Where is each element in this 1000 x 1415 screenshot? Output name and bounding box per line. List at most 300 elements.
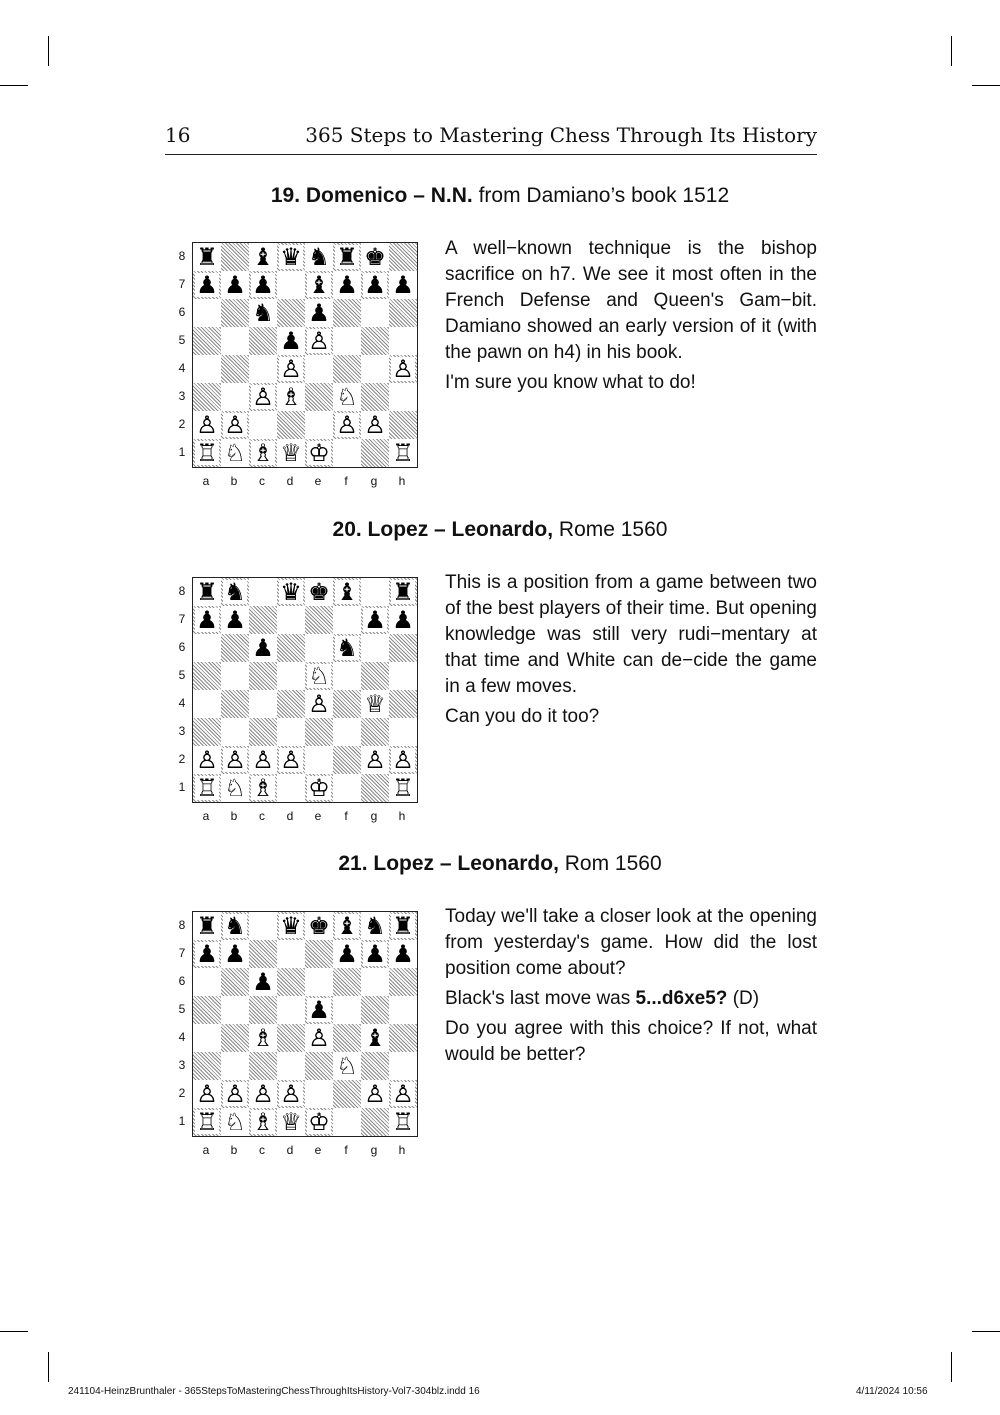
white-queen-icon: ♕ <box>280 439 302 467</box>
board-square-g7 <box>361 606 389 634</box>
board-square-d5 <box>277 327 305 355</box>
white-queen-icon: ♕ <box>280 1108 302 1136</box>
black-knight-icon: ♞ <box>224 912 246 940</box>
board-square-b1 <box>221 1108 249 1136</box>
board-square-e8 <box>305 578 333 606</box>
board-square-e4 <box>305 355 333 383</box>
puzzle-text <box>445 904 817 1072</box>
board-square-d3 <box>277 718 305 746</box>
black-bishop-icon: ♝ <box>336 912 358 940</box>
rank-label: 1 <box>178 445 186 459</box>
board-square-d2 <box>277 1080 305 1108</box>
black-knight-icon: ♞ <box>336 634 358 662</box>
white-bishop-icon: ♗ <box>252 1024 274 1052</box>
rank-label: 7 <box>178 277 186 291</box>
board-square-e6 <box>305 968 333 996</box>
board-square-e6 <box>305 634 333 662</box>
board-square-b5 <box>221 996 249 1024</box>
white-knight-icon: ♘ <box>224 1108 246 1136</box>
rank-label: 4 <box>178 1030 186 1044</box>
board-square-b8 <box>221 578 249 606</box>
puzzle-title-source: Rome 1560 <box>553 518 668 541</box>
board-square-f1 <box>333 774 361 802</box>
white-pawn-icon: ♙ <box>308 327 330 355</box>
board-square-h7 <box>389 940 417 968</box>
file-label: a <box>202 809 210 823</box>
white-knight-icon: ♘ <box>336 383 358 411</box>
file-label: f <box>344 1143 348 1157</box>
white-pawn-icon: ♙ <box>252 746 274 774</box>
rank-label: 8 <box>178 249 186 263</box>
chess-board <box>192 911 418 1137</box>
board-square-c4 <box>249 690 277 718</box>
board-square-c1 <box>249 774 277 802</box>
board-square-e8 <box>305 243 333 271</box>
file-label: e <box>314 1143 322 1157</box>
board-square-d8 <box>277 243 305 271</box>
board-square-d2 <box>277 411 305 439</box>
board-square-f5 <box>333 327 361 355</box>
board-square-c6 <box>249 634 277 662</box>
board-square-g7 <box>361 271 389 299</box>
board-square-d3 <box>277 1052 305 1080</box>
board-square-d4 <box>277 355 305 383</box>
board-square-h8 <box>389 243 417 271</box>
board-square-f6 <box>333 968 361 996</box>
board-square-h5 <box>389 996 417 1024</box>
puzzle-paragraph: Today we'll take a closer look at the opening from yesterday's game. How did the lost position come about? <box>445 906 817 979</box>
board-square-g6 <box>361 968 389 996</box>
puzzle-title-players: 21. Lopez – Leonardo, <box>338 852 559 875</box>
board-square-a1 <box>193 774 221 802</box>
board-square-e7 <box>305 606 333 634</box>
board-square-h2 <box>389 1080 417 1108</box>
board-square-g8 <box>361 578 389 606</box>
board-square-a2 <box>193 1080 221 1108</box>
board-square-h7 <box>389 606 417 634</box>
board-square-f8 <box>333 243 361 271</box>
rank-label: 6 <box>178 305 186 319</box>
board-square-e2 <box>305 746 333 774</box>
board-square-f3 <box>333 718 361 746</box>
board-square-f2 <box>333 746 361 774</box>
white-king-icon: ♔ <box>308 774 330 802</box>
black-king-icon: ♚ <box>308 912 330 940</box>
white-rook-icon: ♖ <box>392 1108 414 1136</box>
board-square-a6 <box>193 968 221 996</box>
board-square-g4 <box>361 1024 389 1052</box>
board-square-c2 <box>249 1080 277 1108</box>
black-king-icon: ♚ <box>308 578 330 606</box>
black-rook-icon: ♜ <box>196 912 218 940</box>
file-label: e <box>314 809 322 823</box>
black-pawn-icon: ♟ <box>392 606 414 634</box>
rank-label: 3 <box>178 389 186 403</box>
black-pawn-icon: ♟ <box>252 968 274 996</box>
board-square-d6 <box>277 299 305 327</box>
black-bishop-icon: ♝ <box>336 578 358 606</box>
board-square-d1 <box>277 1108 305 1136</box>
board-square-g7 <box>361 940 389 968</box>
board-square-c7 <box>249 940 277 968</box>
board-square-f4 <box>333 690 361 718</box>
board-square-c1 <box>249 439 277 467</box>
black-rook-icon: ♜ <box>392 578 414 606</box>
white-pawn-icon: ♙ <box>252 383 274 411</box>
puzzle-title <box>0 518 1000 542</box>
board-square-a5 <box>193 327 221 355</box>
crop-mark <box>972 85 1000 86</box>
board-square-e6 <box>305 299 333 327</box>
white-knight-icon: ♘ <box>336 1052 358 1080</box>
board-square-c5 <box>249 662 277 690</box>
board-square-g1 <box>361 774 389 802</box>
board-square-b7 <box>221 271 249 299</box>
board-square-e3 <box>305 718 333 746</box>
board-square-a6 <box>193 299 221 327</box>
file-label: f <box>344 474 348 488</box>
board-square-b3 <box>221 718 249 746</box>
file-label: d <box>286 1143 294 1157</box>
board-square-d4 <box>277 690 305 718</box>
board-square-d6 <box>277 968 305 996</box>
board-square-d1 <box>277 774 305 802</box>
board-square-g8 <box>361 912 389 940</box>
white-pawn-icon: ♙ <box>336 411 358 439</box>
puzzle-title-players: 19. Domenico – N.N. <box>270 184 473 207</box>
board-square-b5 <box>221 327 249 355</box>
board-square-g2 <box>361 411 389 439</box>
crop-mark <box>48 36 49 66</box>
running-head <box>165 120 817 155</box>
board-square-a5 <box>193 662 221 690</box>
board-square-c3 <box>249 718 277 746</box>
board-square-b3 <box>221 383 249 411</box>
file-label: c <box>259 809 265 823</box>
board-square-a7 <box>193 940 221 968</box>
board-square-d1 <box>277 439 305 467</box>
white-pawn-icon: ♙ <box>364 411 386 439</box>
black-pawn-icon: ♟ <box>392 940 414 968</box>
board-square-b4 <box>221 690 249 718</box>
puzzle-title <box>0 184 1000 208</box>
board-square-b6 <box>221 968 249 996</box>
rank-label: 3 <box>178 1058 186 1072</box>
white-bishop-icon: ♗ <box>252 774 274 802</box>
white-pawn-icon: ♙ <box>308 1024 330 1052</box>
white-pawn-icon: ♙ <box>392 1080 414 1108</box>
board-square-a3 <box>193 1052 221 1080</box>
white-rook-icon: ♖ <box>196 439 218 467</box>
rank-label: 5 <box>178 333 186 347</box>
move-line <box>445 986 817 1012</box>
board-square-e5 <box>305 996 333 1024</box>
board-square-g5 <box>361 662 389 690</box>
black-king-icon: ♚ <box>364 243 386 271</box>
crop-mark <box>0 1331 28 1332</box>
board-square-g2 <box>361 1080 389 1108</box>
board-square-a5 <box>193 996 221 1024</box>
board-square-h5 <box>389 327 417 355</box>
chess-diagram <box>176 577 420 825</box>
board-square-h4 <box>389 1024 417 1052</box>
board-square-g3 <box>361 1052 389 1080</box>
rank-label: 6 <box>178 640 186 654</box>
board-square-g4 <box>361 355 389 383</box>
white-knight-icon: ♘ <box>308 662 330 690</box>
puzzle-paragraph: Do you agree with this choice? If not, what would be better? <box>445 1018 817 1065</box>
board-square-h7 <box>389 271 417 299</box>
board-square-b8 <box>221 243 249 271</box>
board-square-a8 <box>193 578 221 606</box>
rank-label: 2 <box>178 417 186 431</box>
board-square-d7 <box>277 271 305 299</box>
file-label: c <box>259 1143 265 1157</box>
board-square-g2 <box>361 746 389 774</box>
board-square-a8 <box>193 243 221 271</box>
file-label: b <box>230 809 238 823</box>
black-pawn-icon: ♟ <box>224 606 246 634</box>
rank-label: 8 <box>178 584 186 598</box>
board-square-b4 <box>221 355 249 383</box>
crop-mark <box>951 1352 952 1382</box>
board-square-g3 <box>361 718 389 746</box>
rank-label: 5 <box>178 1002 186 1016</box>
board-square-c6 <box>249 968 277 996</box>
board-square-h8 <box>389 912 417 940</box>
white-rook-icon: ♖ <box>392 774 414 802</box>
board-square-e4 <box>305 1024 333 1052</box>
page-number: 16 <box>165 123 191 147</box>
black-pawn-icon: ♟ <box>224 271 246 299</box>
board-square-f6 <box>333 634 361 662</box>
black-rook-icon: ♜ <box>336 243 358 271</box>
board-square-a8 <box>193 912 221 940</box>
white-pawn-icon: ♙ <box>392 355 414 383</box>
white-pawn-icon: ♙ <box>280 746 302 774</box>
black-knight-icon: ♞ <box>224 578 246 606</box>
board-square-b6 <box>221 299 249 327</box>
white-pawn-icon: ♙ <box>392 746 414 774</box>
print-slug-filename: 241104-HeinzBrunthaler - 365StepsToMasteringChessThroughItsHistory-Vol7-304blz.indd 16 <box>68 1386 480 1397</box>
board-square-f7 <box>333 271 361 299</box>
board-square-g5 <box>361 327 389 355</box>
file-label: h <box>398 474 406 488</box>
puzzle-paragraph: This is a position from a game between two of the best players of their time. But opening knowledge was still very rudi−mentary at that time and White can de−cide the game in a few moves. <box>445 572 817 697</box>
board-square-e2 <box>305 1080 333 1108</box>
white-knight-icon: ♘ <box>224 439 246 467</box>
board-square-g5 <box>361 996 389 1024</box>
white-pawn-icon: ♙ <box>196 411 218 439</box>
board-square-f6 <box>333 299 361 327</box>
board-square-h6 <box>389 299 417 327</box>
board-square-f8 <box>333 578 361 606</box>
white-pawn-icon: ♙ <box>280 1080 302 1108</box>
board-square-a2 <box>193 746 221 774</box>
board-square-g3 <box>361 383 389 411</box>
puzzle-title-source: Rom 1560 <box>558 852 662 875</box>
rank-label: 3 <box>178 724 186 738</box>
black-pawn-icon: ♟ <box>196 940 218 968</box>
board-square-a3 <box>193 383 221 411</box>
black-pawn-icon: ♟ <box>364 940 386 968</box>
rank-label: 7 <box>178 612 186 626</box>
white-rook-icon: ♖ <box>196 1108 218 1136</box>
puzzle-paragraph: I'm sure you know what to do! <box>445 372 696 393</box>
board-square-b5 <box>221 662 249 690</box>
rank-label: 2 <box>178 1086 186 1100</box>
board-square-f1 <box>333 1108 361 1136</box>
board-square-h4 <box>389 690 417 718</box>
puzzle-text <box>445 570 817 734</box>
board-square-f4 <box>333 355 361 383</box>
black-pawn-icon: ♟ <box>308 996 330 1024</box>
board-square-a7 <box>193 271 221 299</box>
chess-diagram <box>176 242 420 490</box>
puzzle-title-players: 20. Lopez – Leonardo, <box>332 518 554 541</box>
white-pawn-icon: ♙ <box>252 1080 274 1108</box>
rank-label: 1 <box>178 780 186 794</box>
board-square-c3 <box>249 383 277 411</box>
rank-label: 8 <box>178 918 186 932</box>
file-label: h <box>398 809 406 823</box>
board-square-a2 <box>193 411 221 439</box>
file-label: b <box>230 1143 238 1157</box>
board-square-h6 <box>389 968 417 996</box>
board-square-d6 <box>277 634 305 662</box>
board-square-f2 <box>333 411 361 439</box>
board-square-e1 <box>305 439 333 467</box>
board-square-b7 <box>221 606 249 634</box>
white-rook-icon: ♖ <box>392 439 414 467</box>
board-square-g8 <box>361 243 389 271</box>
black-pawn-icon: ♟ <box>196 271 218 299</box>
board-square-h8 <box>389 578 417 606</box>
board-square-f4 <box>333 1024 361 1052</box>
rank-label: 2 <box>178 752 186 766</box>
board-square-e7 <box>305 940 333 968</box>
board-square-d8 <box>277 578 305 606</box>
white-pawn-icon: ♙ <box>196 1080 218 1108</box>
chess-board <box>192 242 418 468</box>
black-rook-icon: ♜ <box>392 912 414 940</box>
board-square-c8 <box>249 243 277 271</box>
board-square-a4 <box>193 1024 221 1052</box>
crop-mark <box>951 36 952 66</box>
board-square-b2 <box>221 1080 249 1108</box>
white-pawn-icon: ♙ <box>364 1080 386 1108</box>
file-label: g <box>370 809 378 823</box>
board-square-b6 <box>221 634 249 662</box>
white-queen-icon: ♕ <box>364 690 386 718</box>
board-square-c4 <box>249 355 277 383</box>
black-knight-icon: ♞ <box>252 299 274 327</box>
black-bishop-icon: ♝ <box>308 271 330 299</box>
black-queen-icon: ♛ <box>280 578 302 606</box>
board-square-c7 <box>249 271 277 299</box>
board-square-c2 <box>249 411 277 439</box>
black-bishop-icon: ♝ <box>252 243 274 271</box>
rank-label: 6 <box>178 974 186 988</box>
board-square-g1 <box>361 1108 389 1136</box>
board-square-c8 <box>249 912 277 940</box>
black-knight-icon: ♞ <box>308 243 330 271</box>
black-knight-icon: ♞ <box>364 912 386 940</box>
white-pawn-icon: ♙ <box>224 746 246 774</box>
black-pawn-icon: ♟ <box>308 299 330 327</box>
puzzle-paragraph: A well−known technique is the bishop sacrifice on h7. We see it most often in the French Defense and Queen's Gam−bit. Damiano showed an early version of it (with the pawn on h4) in his book. <box>445 238 817 363</box>
board-square-d5 <box>277 662 305 690</box>
file-label: h <box>398 1143 406 1157</box>
black-pawn-icon: ♟ <box>336 271 358 299</box>
white-pawn-icon: ♙ <box>308 690 330 718</box>
board-square-g4 <box>361 690 389 718</box>
board-square-e1 <box>305 1108 333 1136</box>
board-square-c4 <box>249 1024 277 1052</box>
rank-label: 5 <box>178 668 186 682</box>
black-bishop-icon: ♝ <box>364 1024 386 1052</box>
crop-mark <box>972 1331 1000 1332</box>
board-square-b4 <box>221 1024 249 1052</box>
rank-label: 4 <box>178 361 186 375</box>
white-pawn-icon: ♙ <box>280 355 302 383</box>
board-square-b7 <box>221 940 249 968</box>
board-square-b8 <box>221 912 249 940</box>
board-square-h2 <box>389 411 417 439</box>
board-square-b3 <box>221 1052 249 1080</box>
board-square-a7 <box>193 606 221 634</box>
board-square-e4 <box>305 690 333 718</box>
board-square-h1 <box>389 439 417 467</box>
board-square-g6 <box>361 634 389 662</box>
white-bishop-icon: ♗ <box>280 383 302 411</box>
board-square-c5 <box>249 327 277 355</box>
board-square-g6 <box>361 299 389 327</box>
board-square-h3 <box>389 383 417 411</box>
board-square-f2 <box>333 1080 361 1108</box>
file-label: f <box>344 809 348 823</box>
crop-mark <box>48 1352 49 1382</box>
board-square-f7 <box>333 940 361 968</box>
file-label: a <box>202 474 210 488</box>
board-square-f3 <box>333 383 361 411</box>
board-square-e2 <box>305 411 333 439</box>
crop-mark <box>0 85 28 86</box>
board-square-d7 <box>277 606 305 634</box>
board-square-c8 <box>249 578 277 606</box>
puzzle-title <box>0 852 1000 876</box>
board-square-c3 <box>249 1052 277 1080</box>
board-square-h2 <box>389 746 417 774</box>
rank-label: 4 <box>178 696 186 710</box>
black-pawn-icon: ♟ <box>280 327 302 355</box>
board-square-f5 <box>333 662 361 690</box>
black-pawn-icon: ♟ <box>364 271 386 299</box>
board-square-a4 <box>193 690 221 718</box>
board-square-b1 <box>221 439 249 467</box>
file-label: g <box>370 474 378 488</box>
white-pawn-icon: ♙ <box>364 746 386 774</box>
white-rook-icon: ♖ <box>196 774 218 802</box>
board-square-b2 <box>221 746 249 774</box>
black-pawn-icon: ♟ <box>364 606 386 634</box>
white-knight-icon: ♘ <box>224 774 246 802</box>
white-pawn-icon: ♙ <box>224 1080 246 1108</box>
file-label: b <box>230 474 238 488</box>
rank-label: 7 <box>178 946 186 960</box>
board-square-a4 <box>193 355 221 383</box>
board-square-a6 <box>193 634 221 662</box>
